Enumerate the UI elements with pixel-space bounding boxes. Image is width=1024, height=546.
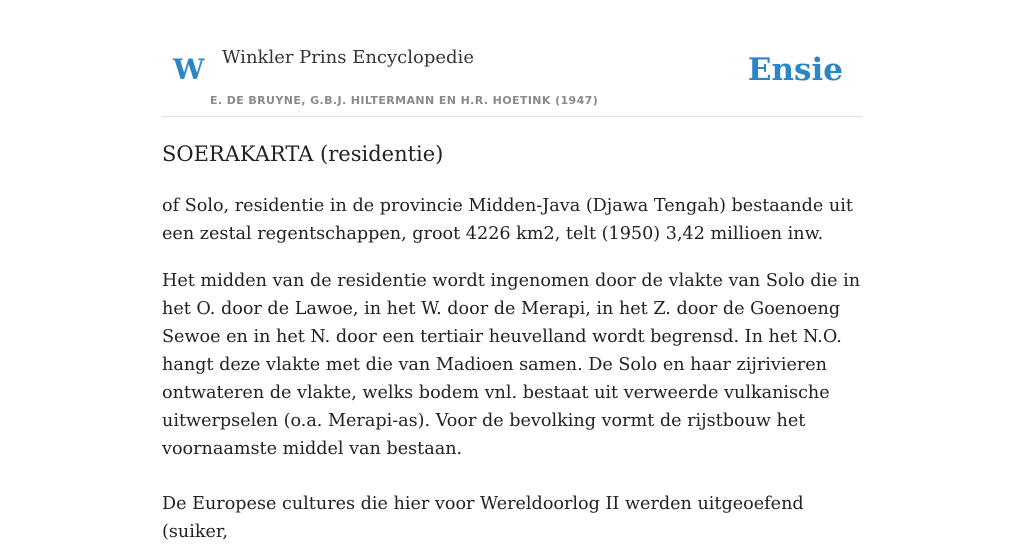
article-title: SOERAKARTA (residentie) [162, 142, 444, 166]
encyclopedia-title[interactable]: Winkler Prins Encyclopedie [222, 47, 474, 68]
site-header [162, 0, 862, 117]
article-paragraph: De Europese cultures die hier voor Wereldoorlog II werden uitgeoefend (suiker, [162, 494, 804, 542]
ensie-brand-link[interactable]: Ensie [747, 52, 843, 88]
encyclopedia-authors: E. DE BRUYNE, G.B.J. HILTERMANN EN H.R. HOETINK (1947) [210, 94, 599, 107]
winkler-prins-logo[interactable]: W [173, 53, 205, 86]
article-paragraph: of Solo, residentie in de provincie Midden-Java (Djawa Tengah) bestaande uit een zestal regentschappen, groot 4226 km2, telt (1950) 3,42 millioen inw. [162, 196, 853, 244]
article-paragraph: Het midden van de residentie wordt ingenomen door de vlakte van Solo die in het O. door de Lawoe, in het W. door de Merapi, in het Z. door de Goenoeng Sewoe en in het N. door een tertiair heuvelland wordt begrensd. In het N.O. hangt deze vlakte met die van Madioen samen. De Solo en haar zijrivieren ontwateren de vlakte, welks bodem vnl. bestaat uit verweerde vulkanische uitwerpselen (o.a. Merapi-as). Voor de bevolking vormt de rijstbouw het voornaamste middel van bestaan. [162, 271, 861, 459]
